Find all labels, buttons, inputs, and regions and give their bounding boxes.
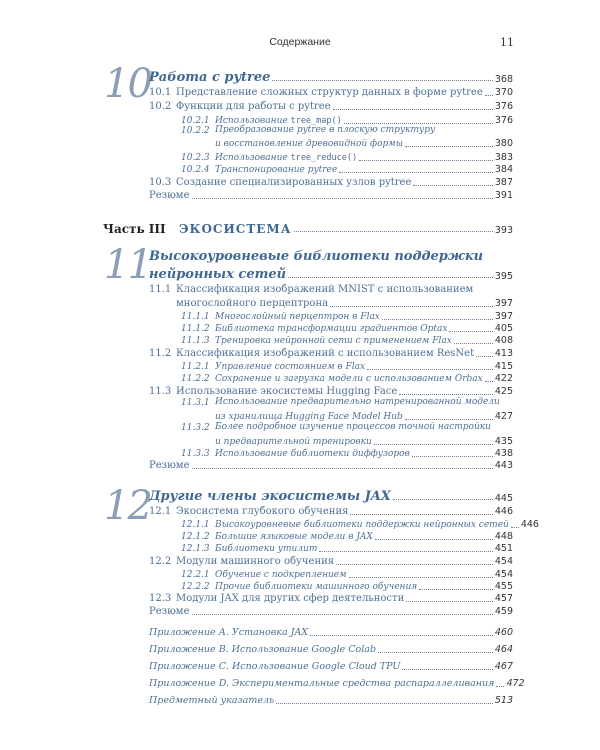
part-title: ЭКОСИСТЕМА (179, 222, 292, 236)
chapter-11-title-line1[interactable]: Высокоуровневые библиотеки поддержки (149, 249, 484, 264)
chapter-11-number: 11 (104, 242, 151, 288)
chapter-10-number: 10 (104, 61, 151, 107)
toc-entry-11-1[interactable]: 11.1 многослойного перцептрона 397 (149, 284, 513, 309)
toc-appendix-d[interactable]: Приложение D. Экспериментальные средства распараллеливания 472 (149, 678, 525, 689)
chapter-11-title[interactable]: нейронных сетей 395 (149, 267, 513, 282)
page-header (0, 36, 600, 52)
toc-entry-11-3-2[interactable]: 11.3.2 и предварительной тренировки 435 (181, 423, 513, 447)
toc-part-3[interactable]: Часть III ЭКОСИСТЕМА 393 (103, 222, 513, 236)
toc-appendix-a[interactable]: Приложение А. Установка JAX 460 (149, 627, 513, 638)
running-title: Содержание (269, 36, 331, 48)
toc-entry-12-summary[interactable]: Резюме 459 (149, 606, 513, 617)
chapter-10-title[interactable]: Работа с pytree 368 (149, 70, 513, 85)
toc-entry-12-1-1[interactable]: 12.1.1 Высокоуровневые библиотеки поддержки нейронных сетей 446 (181, 519, 539, 530)
toc-entry-11-2-1[interactable]: 11.2.1 Управление состоянием в Flax 415 (181, 361, 513, 372)
page-number: 11 (500, 36, 514, 49)
chapter-12-number: 12 (104, 483, 151, 529)
toc-entry-12-1-3[interactable]: 12.1.3 Библиотеки утилит 451 (181, 543, 513, 554)
toc-entry-11-1-1[interactable]: 11.1.1 Многослойный перцептрон в Flax 397 (181, 311, 513, 322)
toc-entry-10-2-2[interactable]: 10.2.2 и восстановление древовидной формы 380 (181, 126, 513, 149)
toc-entry-11-2[interactable]: 11.2 Классификация изображений с использованием ResNet 413 (149, 348, 513, 359)
toc-entry-12-1[interactable]: 12.1 Экосистема глубокого обучения 446 (149, 506, 513, 517)
toc-entry-11-3[interactable]: 11.3 Использование экосистемы Hugging Face 425 (149, 386, 513, 397)
toc-appendix-b[interactable]: Приложение В. Использование Google Colab 464 (149, 644, 513, 655)
toc-entry-11-1-3[interactable]: 11.1.3 Тренировка нейронной сети с применением Flax 408 (181, 335, 513, 346)
toc-entry-11-3-1-line1: Использование предварительно натренированной модели (215, 397, 500, 407)
toc-entry-10-3[interactable]: 10.3 Создание специализированных узлов pytree 387 (149, 177, 513, 188)
toc-entry-10-2-1[interactable]: 10.2.1 Использование tree_map() 376 (181, 115, 513, 126)
toc-entry-12-2-2[interactable]: 12.2.2 Прочие библиотеки машинного обучения 455 (181, 581, 513, 592)
part-label: Часть III (103, 222, 166, 236)
toc-entry-10-summary[interactable]: Резюме 391 (149, 190, 513, 201)
toc-entry-10-2-4[interactable]: 10.2.4 Транспонирование pytree 384 (181, 164, 513, 175)
toc-entry-10-2[interactable]: 10.2 Функции для работы с pytree 376 (149, 101, 513, 112)
toc-entry-11-2-2[interactable]: 11.2.2 Сохранение и загрузка модели с использованием Orbax 422 (181, 373, 513, 384)
toc-subject-index[interactable]: Предметный указатель 513 (149, 695, 513, 706)
leader-dots (272, 80, 492, 81)
toc-entry-11-1-line1: Классификация изображений MNIST с использованием (176, 284, 474, 295)
toc-entry-11-3-1[interactable]: 11.3.1 из хранилища Hugging Face Model Hub 427 (181, 398, 513, 422)
toc-entry-10-1[interactable]: 10.1 Представление сложных структур данных в форме pytree 370 (149, 87, 513, 98)
toc-entry-12-2-1[interactable]: 12.2.1 Обучение с подкреплением 454 (181, 569, 513, 580)
chapter-12-title[interactable]: Другие члены экосистемы JAX 445 (149, 489, 513, 504)
toc-entry-11-1-2[interactable]: 11.1.2 Библиотека трансформации градиентов Optax 405 (181, 323, 513, 334)
toc-entry-11-3-3[interactable]: 11.3.3 Использование библиотеки диффузоров 438 (181, 448, 513, 459)
toc-entry-12-3[interactable]: 12.3 Модули JAX для других сфер деятельности 457 (149, 593, 513, 604)
toc-entry-10-2-3[interactable]: 10.2.3 Использование tree_reduce() 383 (181, 152, 513, 163)
toc-appendix-c[interactable]: Приложение С. Использование Google Cloud TPU 467 (149, 661, 513, 672)
toc-entry-12-1-2[interactable]: 12.1.2 Большие языковые модели в JAX 448 (181, 531, 513, 542)
toc-entry-11-summary[interactable]: Резюме 443 (149, 460, 513, 471)
toc-entry-10-2-2-line1: Преобразование pytree в плоскую структуру (215, 125, 436, 135)
toc-entry-11-3-2-line1: Более подробное изучение процессов точной настройки (215, 422, 491, 432)
toc-entry-12-2[interactable]: 12.2 Модули машинного обучения 454 (149, 556, 513, 567)
